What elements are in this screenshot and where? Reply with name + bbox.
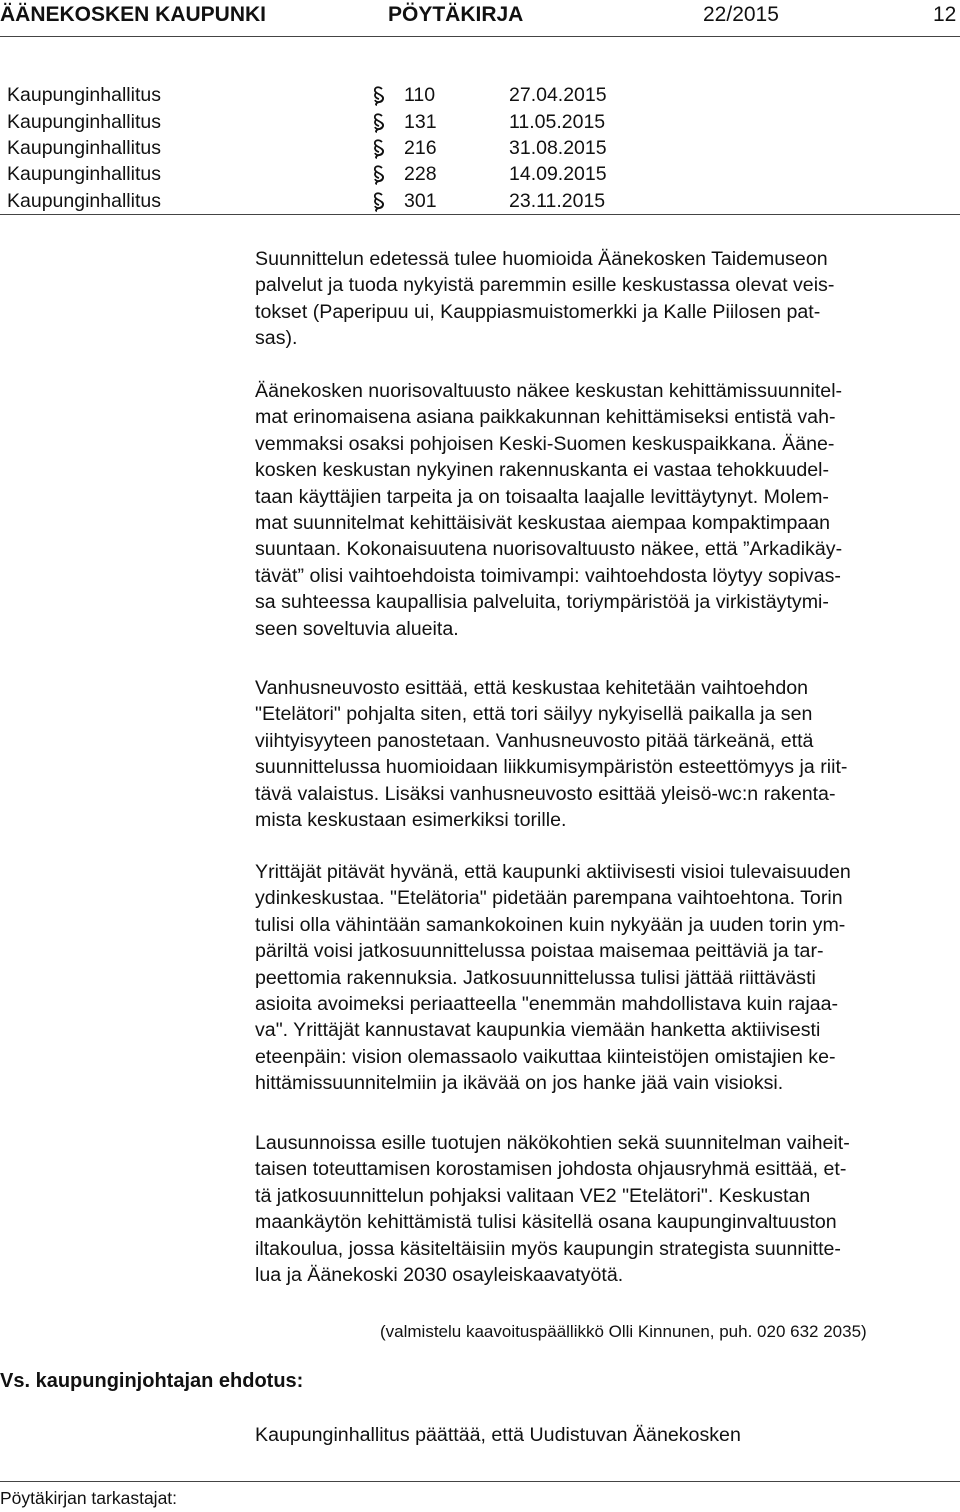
section-sign-icon: [371, 86, 387, 106]
reference-date: 14.09.2015: [509, 163, 607, 185]
organization-name: ÄÄNEKOSKEN KAUPUNKI: [0, 3, 267, 26]
reference-section: 131: [404, 111, 437, 133]
reference-section: 216: [404, 137, 437, 159]
page-number: 12: [933, 3, 957, 26]
paragraph-youth-council: Äänekosken nuorisovaltuusto näkee keskustan kehittämissuunnitel- mat erinomaisena asiana paikkakunnan kehittämiseksi entistä vah- vemmaksi osaksi pohjoisen Keski-Suomen keskuspaikkana. Ääne- kosken keskustan nykyinen rakennuskanta ei vastaa tehokkuudel- taan käyttäjien tarpeita ja on toisaalta laajalle levittäytynyt. Molem- mat suunnitelmat kehittäisivät keskustaa aiempaa kompaktimpaan suuntaan. Kokonaisuutena nuorisovaltuusto näkee, että ”Arkadikäy- tävät” olisi vaihtoehdoista toimivampi: vaihtoehdosta löytyy sopivas- sa suhteessa kaupallisia palveluita, toriympäristöä ja virkistäytymi- seen soveltuvia alueita.: [255, 380, 843, 640]
proposal-label: Vs. kaupunginjohtajan ehdotus:: [0, 1370, 304, 1392]
paragraph-steering-group: Lausunnoissa esille tuotujen näkökohtien sekä suunnitelman vaiheit- taisen toteuttamisen korostamisen johdosta ohjausryhmä esittää, et- tä jatkosuunnittelun pohjaksi valitaan VE2 "Etelätori". Keskustan maankäytön kehittämistä tulisi käsitellä osana kaupunginvaltuuston iltakoulua, jossa käsiteltäisiin myös kaupungin strategista suunnitte- lua ja Äänekoski 2030 osayleiskaavatyötä.: [255, 1132, 850, 1287]
section-sign-icon: [371, 139, 387, 159]
reference-divider: [0, 214, 960, 215]
reference-date: 31.08.2015: [509, 137, 607, 159]
reference-date: 11.05.2015: [509, 111, 606, 133]
section-sign-icon: [371, 165, 387, 185]
reference-section: 301: [404, 190, 437, 212]
reference-body: Kaupunginhallitus: [7, 137, 161, 159]
document-type: PÖYTÄKIRJA: [388, 3, 524, 26]
section-sign-icon: [371, 192, 387, 212]
footer-divider: [0, 1481, 960, 1482]
paragraph-entrepreneurs: Yrittäjät pitävät hyvänä, että kaupunki aktiivisesti visioi tulevaisuuden ydinkeskustaa. "Etelätoria" pidetään parempana vaihtoehtona. Torin tulisi olla vähintään samankokoinen kuin nykyään ja uuden torin ym- päriltä voisi jatkosuunnittelussa poistaa maisemaa peittäviä ja tar- peettomia rakennuksia. Jatkosuunnittelussa tulisi jättää riittävästi asioita avoimeksi periaatteella "enemmän mahdollistava kuin rajaa- va". Yrittäjät kannustavat kaupunkia viemään hanketta aktiivisesti eteenpäin: vision olemassaolo vaikuttaa kiinteistöjen omistajien ke- hittämissuunnitelmiin ja ikävää on jos hanke jää vain visioksi.: [255, 861, 851, 1095]
section-sign-icon: [371, 113, 387, 133]
reference-body: Kaupunginhallitus: [7, 111, 161, 133]
footer-label: Pöytäkirjan tarkastajat:: [0, 1488, 178, 1508]
proposal-text: Kaupunginhallitus päättää, että Uudistuvan Äänekosken: [255, 1424, 741, 1446]
reference-body: Kaupunginhallitus: [7, 84, 161, 106]
reference-section: 228: [404, 163, 437, 185]
preparer-note: (valmistelu kaavoituspäällikkö Olli Kinnunen, puh. 020 632 2035): [380, 1322, 867, 1341]
paragraph-elderly-council: Vanhusneuvosto esittää, että keskustaa kehitetään vaihtoehdon "Etelätori" pohjalta siten, että tori säilyy nykyisellä paikalla ja sen viihtyisyyteen panostetaan. Vanhusneuvosto pitää tärkeänä, että suunnittelussa huomioidaan liikkumisympäristön esteettömyys ja riit- tävä valaistus. Lisäksi vanhusneuvosto esittää yleisö-wc:n rakenta- mista keskustaan esimerkiksi torille.: [255, 677, 848, 832]
document-number: 22/2015: [703, 3, 779, 26]
reference-body: Kaupunginhallitus: [7, 190, 161, 212]
reference-date: 23.11.2015: [509, 190, 606, 212]
reference-section: 110: [404, 84, 436, 106]
paragraph-art-museum: Suunnittelun edetessä tulee huomioida Äänekosken Taidemuseon palvelut ja tuoda nykyistä paremmin esille keskustassa olevat veis- tokset (Paperipuu ui, Kauppiasmuistomerkki ja Kalle Piilosen pat- sas).: [255, 248, 835, 350]
reference-body: Kaupunginhallitus: [7, 163, 161, 185]
header-divider: [0, 36, 960, 37]
reference-date: 27.04.2015: [509, 84, 607, 106]
